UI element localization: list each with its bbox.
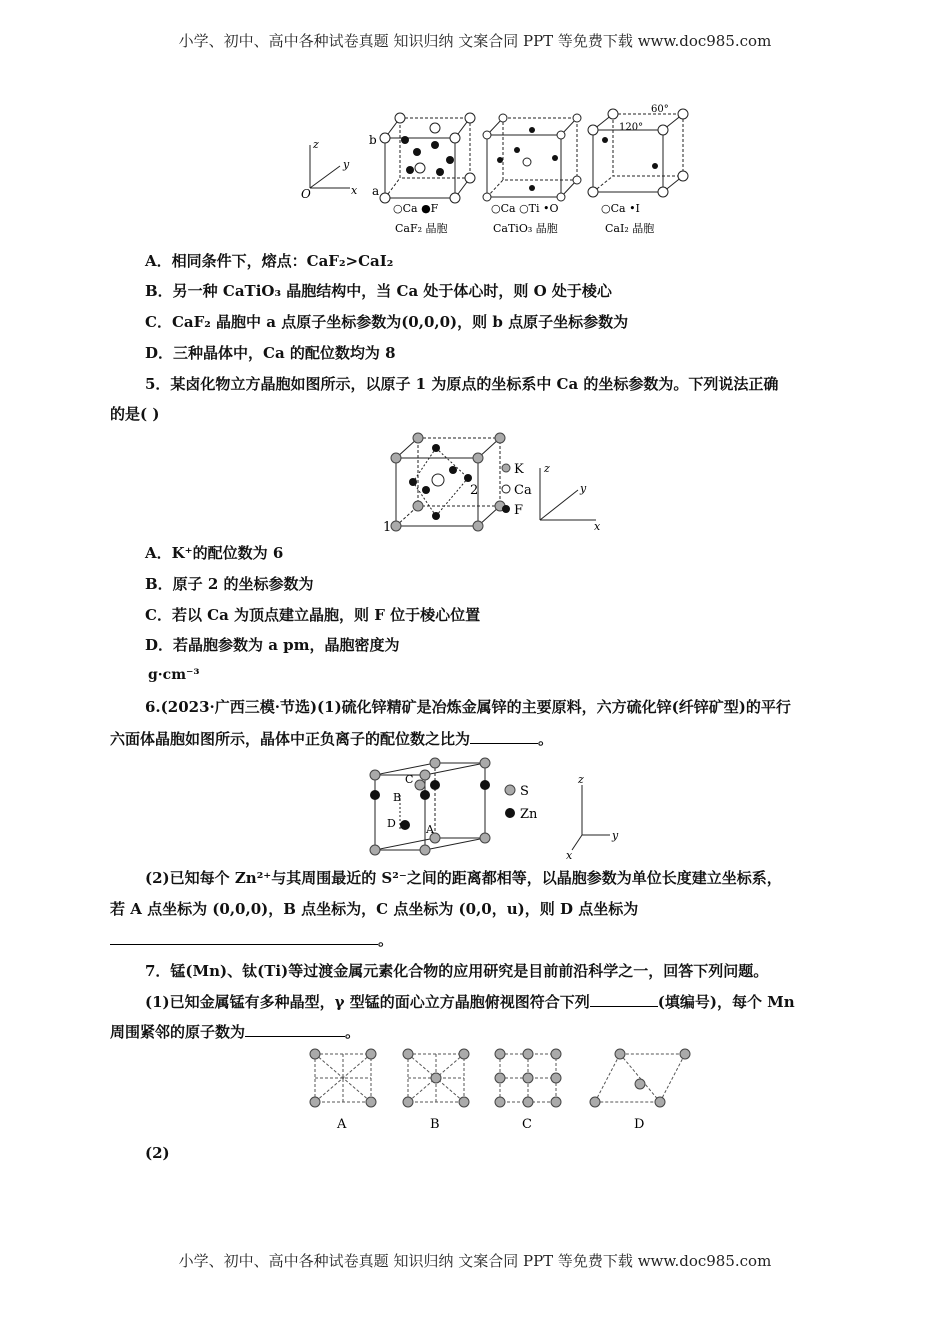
q5-option-a: A．K⁺的配位数为 6 [145,544,284,562]
q6-label-d: D [387,817,396,830]
q7-part1-line2 [110,1020,845,1043]
q5-legend-k: K [514,462,524,477]
q5-axis-y: y [580,482,587,495]
page-footer: 小学、初中、高中各种试卷真题 知识归纳 文案合同 PPT 等免费下载 www.doc985.com [178,1252,772,1270]
q5-option-b: B．原子 2 的坐标参数为 [145,575,314,593]
q7-answer-blank-2[interactable] [245,1020,345,1037]
q7-option-c: C [522,1117,532,1132]
q6-stem-line2 [110,727,845,750]
q7-part2: (2) [145,1144,170,1162]
fig1-axis-z: z [313,138,319,151]
q7-option-a: A [337,1117,347,1132]
fig1-axis-x: x [351,184,358,197]
q5-legend-f: F [514,503,524,518]
fig1-angle-60: 60° [651,104,669,115]
fig1-caption-2: CaTiO₃ 晶胞 [493,222,558,235]
q7-stem: 7．锰(Mn)、钛(Ti)等过渡金属元素化合物的应用研究是目前前沿科学之一，回答下列问题。 [145,962,769,980]
q7-part1-line1 [145,990,880,1013]
q4-option-a: A．相同条件下，熔点：CaF₂>CaI₂ [145,252,394,270]
fig1-axis-y: y [343,158,350,171]
fig1-legend-3: ○Ca •I [601,202,640,215]
q6-answer-blank-2[interactable] [110,928,378,945]
q5-atom-2: 2 [470,483,479,498]
fig1-angle-120: 120° [619,122,644,133]
fig1-point-b: b [369,133,377,147]
q5-option-d: D．若晶胞参数为 a pm，晶胞密度为 [145,636,400,654]
q6-label-c: C [405,773,414,786]
fig1-legend-1: ○Ca ●F [393,202,439,215]
q5-axis-x: x [594,520,601,533]
q6-period-2: 。 [378,931,394,949]
q7-part1-text-a: (1)已知金属锰有多种晶型，γ 型锰的面心立方晶胞俯视图符合下列 [145,993,590,1011]
fig1-legend-2: ○Ca ○Ti •O [491,202,559,215]
page-header: 小学、初中、高中各种试卷真题 知识归纳 文案合同 PPT 等免费下载 www.doc985.com [178,32,772,50]
fig1-caption-1: CaF₂ 晶胞 [395,222,448,235]
q6-stem-line1: 6.(2023·广西三模·节选)(1)硫化锌精矿是冶炼金属锌的主要原料，六方硫化锌(纤锌矿型)的平行 [145,698,791,716]
q6-legend-s: S [520,784,529,799]
fig1-point-a: a [372,184,380,198]
q5-option-c: C．若以 Ca 为顶点建立晶胞，则 F 位于棱心位置 [145,606,481,624]
q5-stem-line2: 的是( ) [110,405,160,423]
figure-crystal-cells [295,100,695,240]
q6-stem-line2-text: 六面体晶胞如图所示，晶体中正负离子的配位数之比为 [110,730,471,748]
fig1-origin: O [301,187,311,201]
q6-answer-blank-1[interactable] [470,727,538,744]
q7-option-d: D [634,1117,645,1132]
fig1-caption-3: CaI₂ 晶胞 [605,222,655,235]
q6-legend-zn: Zn [520,807,538,822]
q6-label-b: B [393,791,402,804]
figure-zns-cell [360,755,630,860]
q4-option-b: B．另一种 CaTiO₃ 晶胞结构中，当 Ca 处于体心时，则 O 处于棱心 [145,282,612,300]
q6-period-1: 。 [538,730,554,748]
q6-axis-y: y [612,829,619,842]
q6-label-a: A [426,823,434,836]
q5-atom-1: 1 [383,520,392,534]
q6-part2-line2: 若 A 点坐标为 (0,0,0)，B 点坐标为，C 点坐标为 (0,0，u)，则 D 点坐标为 [110,900,639,918]
q6-axis-x: x [566,849,573,860]
q5-legend-ca: Ca [514,483,532,498]
q7-answer-blank-1[interactable] [590,990,658,1007]
q5-axis-z: z [544,462,550,475]
q4-option-c: C．CaF₂ 晶胞中 a 点原子坐标参数为(0,0,0)，则 b 点原子坐标参数为 [145,313,629,331]
q7-part1-text-b: (填编号)，每个 Mn [657,993,795,1011]
q6-axis-z: z [578,773,584,786]
q4-option-d: D．三种晶体中，Ca 的配位数均为 8 [145,344,396,362]
q5-density-unit: g·cm⁻³ [148,667,200,683]
q7-option-b: B [430,1117,440,1132]
q5-stem-line1: 5．某卤化物立方晶胞如图所示，以原子 1 为原点的坐标系中 Ca 的坐标参数为。下列说法正确 [145,375,779,393]
figure-halide-cell [378,428,608,534]
q7-period: 。 [345,1023,361,1041]
q7-part1-line2-text: 周围紧邻的原子数为 [110,1023,246,1041]
q6-part2-line1: (2)已知每个 Zn²⁺与其周围最近的 S²⁻之间的距离都相等，以晶胞参数为单位长度建立坐标系， [145,869,782,887]
figure-top-views [300,1048,700,1136]
